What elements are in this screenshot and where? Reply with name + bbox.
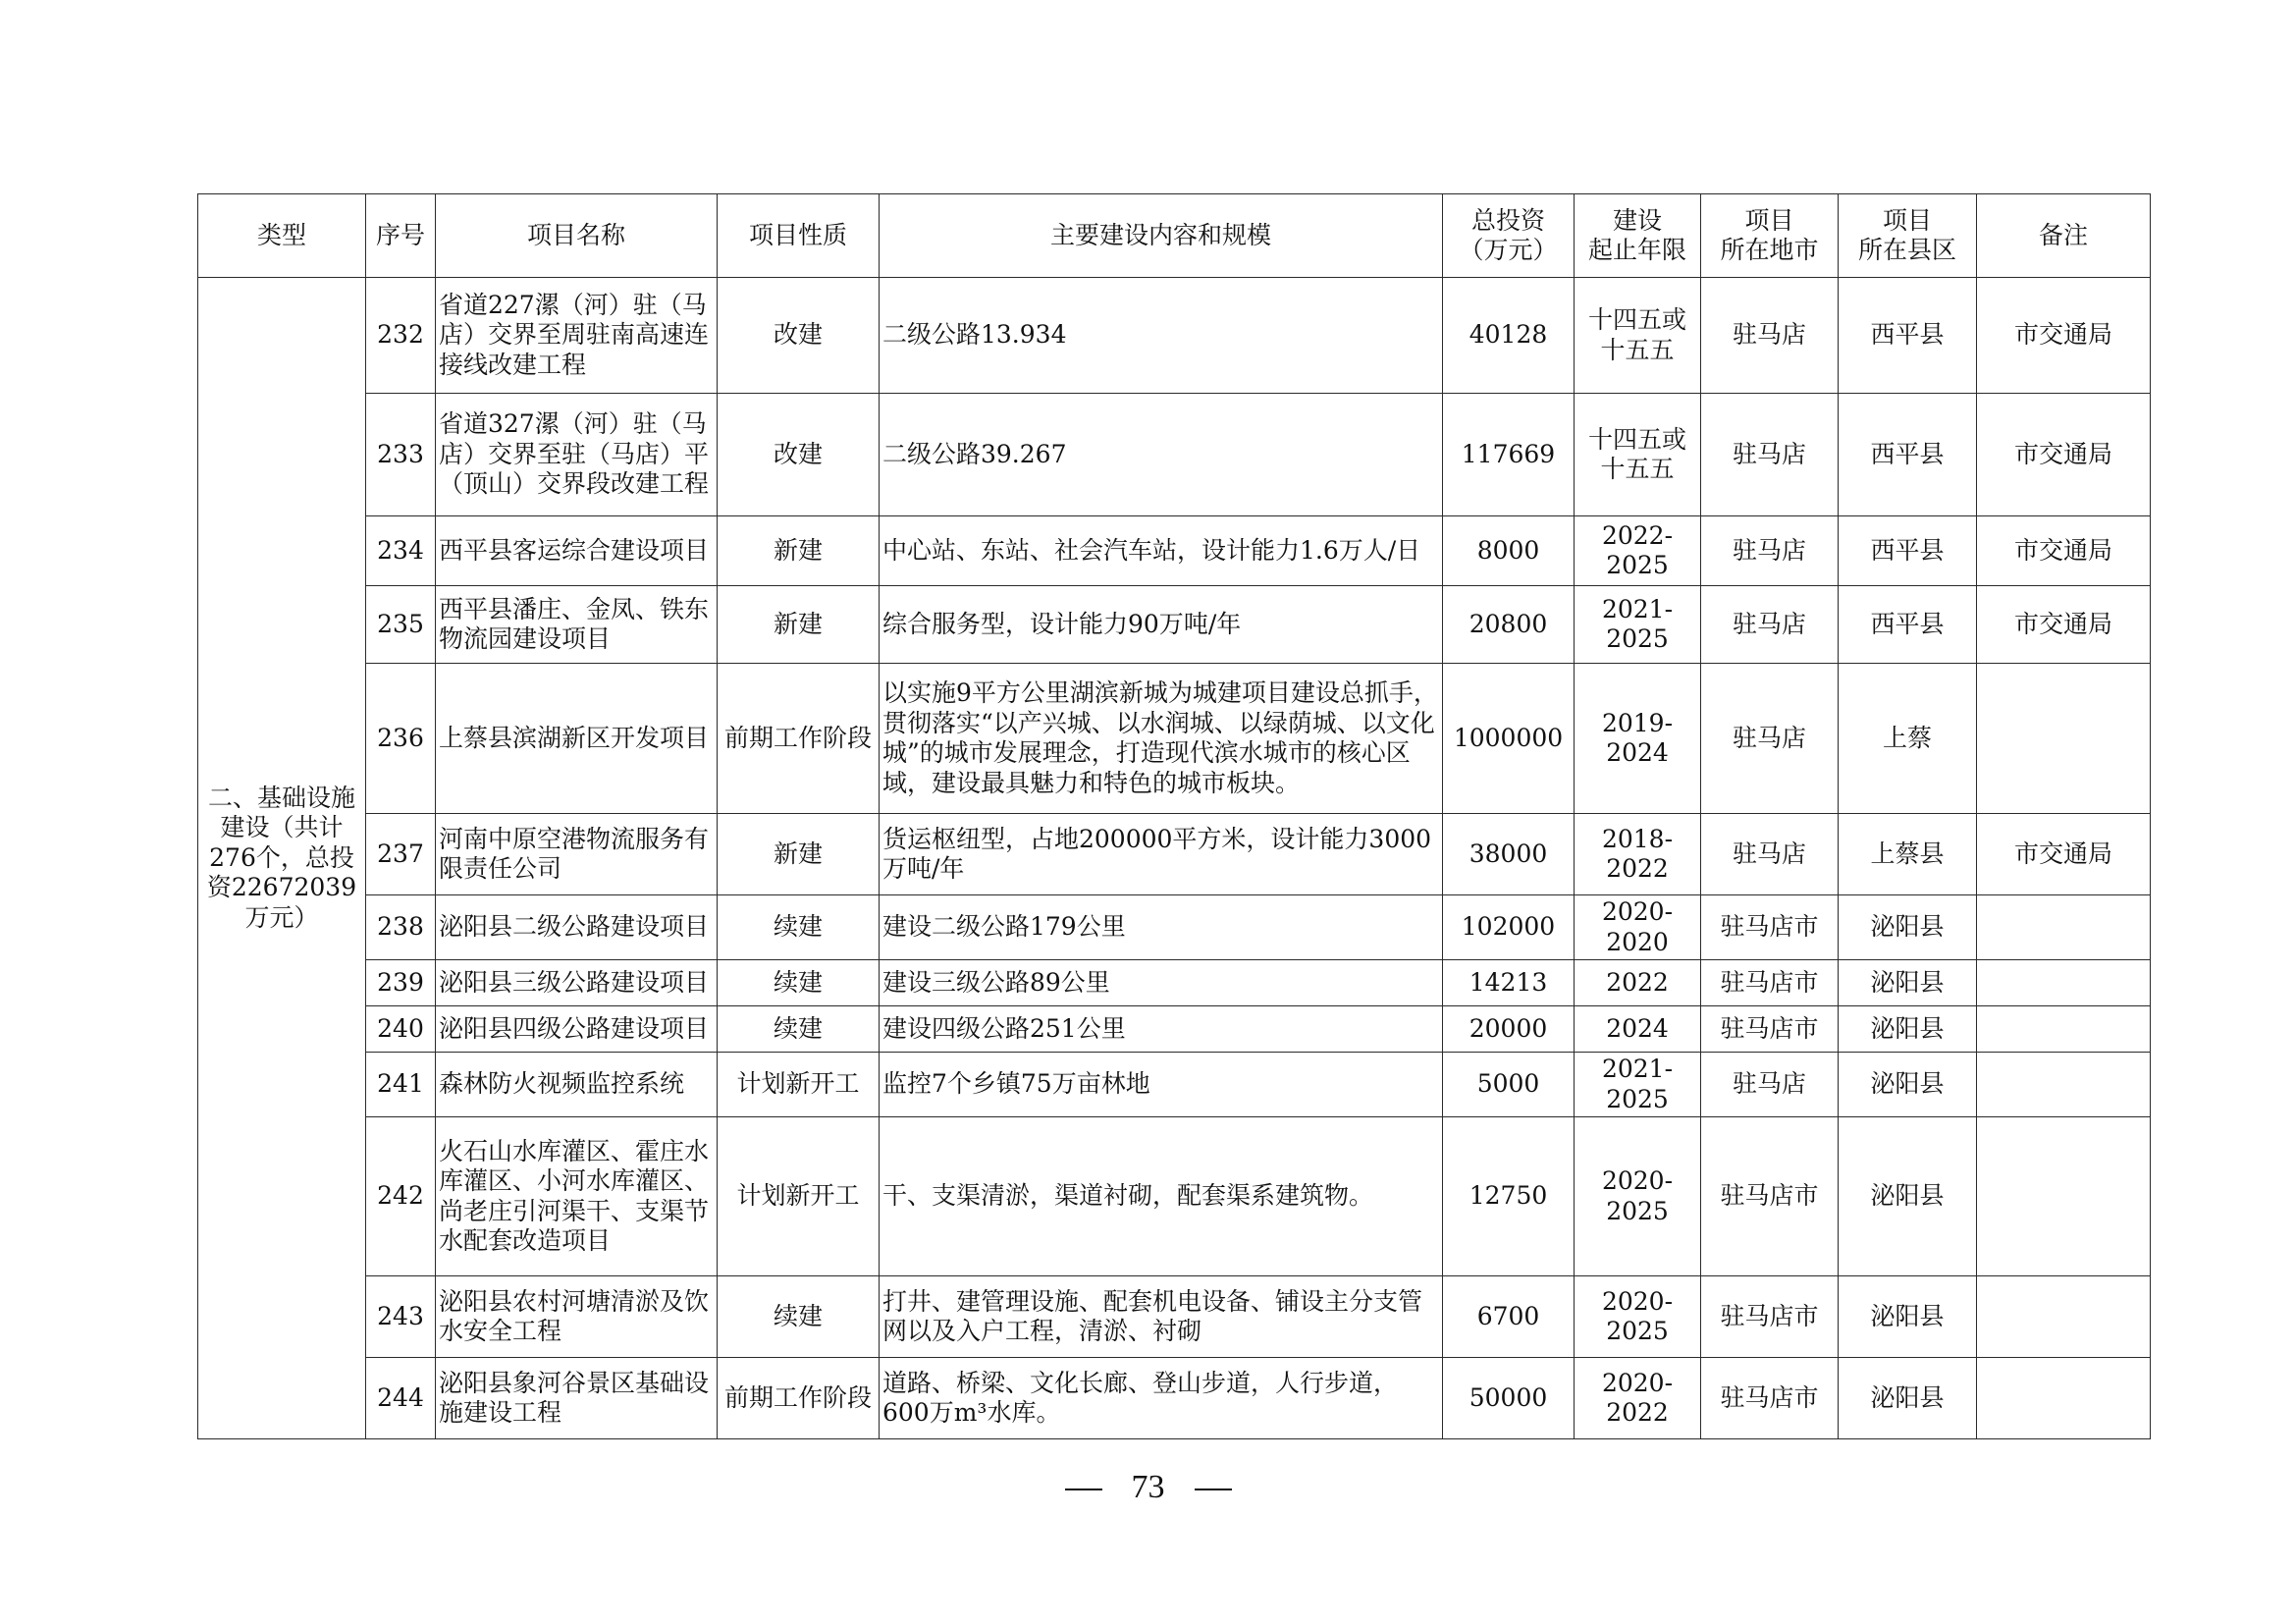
table-row	[198, 586, 2151, 664]
cell-note	[1977, 1053, 2151, 1117]
cell-name: 泌阳县三级公路建设项目	[436, 960, 718, 1006]
cell-county: 上蔡县	[1839, 814, 1977, 895]
cell-note	[1977, 895, 2151, 960]
cell-city: 驻马店市	[1701, 895, 1839, 960]
table-row	[198, 278, 2151, 394]
cell-no: 237	[366, 814, 436, 895]
cell-note	[1977, 1117, 2151, 1276]
cell-nature: 计划新开工	[718, 1117, 880, 1276]
cell-period: 2024	[1575, 1006, 1701, 1053]
cell-county: 泌阳县	[1839, 1117, 1977, 1276]
cell-name: 省道227漯（河）驻（马店）交界至周驻南高速连接线改建工程	[436, 278, 718, 394]
cell-note: 市交通局	[1977, 278, 2151, 394]
table-row	[198, 1053, 2151, 1117]
cell-no: 233	[366, 394, 436, 516]
cell-nature: 新建	[718, 586, 880, 664]
cell-county: 泌阳县	[1839, 960, 1977, 1006]
cell-invest: 12750	[1443, 1117, 1575, 1276]
cell-content: 二级公路39.267	[880, 394, 1443, 516]
cell-name: 省道327漯（河）驻（马店）交界至驻（马店）平（顶山）交界段改建工程	[436, 394, 718, 516]
cell-no: 232	[366, 278, 436, 394]
cell-nature: 新建	[718, 516, 880, 586]
cell-county: 泌阳县	[1839, 1276, 1977, 1358]
cell-city: 驻马店市	[1701, 1006, 1839, 1053]
cell-city: 驻马店	[1701, 1053, 1839, 1117]
project-table	[197, 193, 2151, 1439]
cell-name: 森林防火视频监控系统	[436, 1053, 718, 1117]
table-row	[198, 895, 2151, 960]
cell-period: 2022-2025	[1575, 516, 1701, 586]
cell-county: 泌阳县	[1839, 1053, 1977, 1117]
cell-nature: 续建	[718, 1006, 880, 1053]
cell-invest: 20800	[1443, 586, 1575, 664]
cell-period: 2021-2025	[1575, 586, 1701, 664]
cell-invest: 14213	[1443, 960, 1575, 1006]
cell-city: 驻马店	[1701, 814, 1839, 895]
header-county: 项目 所在县区	[1839, 194, 1977, 278]
cell-no: 244	[366, 1358, 436, 1439]
cell-name: 泌阳县四级公路建设项目	[436, 1006, 718, 1053]
cell-county: 西平县	[1839, 394, 1977, 516]
cell-nature: 续建	[718, 960, 880, 1006]
cell-city: 驻马店市	[1701, 1117, 1839, 1276]
cell-nature: 改建	[718, 278, 880, 394]
cell-nature: 续建	[718, 895, 880, 960]
cell-note	[1977, 960, 2151, 1006]
table-row	[198, 960, 2151, 1006]
cell-content: 综合服务型，设计能力90万吨/年	[880, 586, 1443, 664]
cell-content: 监控7个乡镇75万亩林地	[880, 1053, 1443, 1117]
cell-note: 市交通局	[1977, 586, 2151, 664]
cell-period: 2021-2025	[1575, 1053, 1701, 1117]
cell-period: 2018-2022	[1575, 814, 1701, 895]
cell-no: 234	[366, 516, 436, 586]
cell-name: 上蔡县滨湖新区开发项目	[436, 664, 718, 814]
header-city: 项目 所在地市	[1701, 194, 1839, 278]
cell-nature: 计划新开工	[718, 1053, 880, 1117]
cell-note: 市交通局	[1977, 814, 2151, 895]
cell-county: 泌阳县	[1839, 1006, 1977, 1053]
cell-name: 西平县客运综合建设项目	[436, 516, 718, 586]
table-row	[198, 1006, 2151, 1053]
cell-no: 238	[366, 895, 436, 960]
cell-invest: 5000	[1443, 1053, 1575, 1117]
cell-name: 西平县潘庄、金凤、铁东物流园建设项目	[436, 586, 718, 664]
cell-city: 驻马店市	[1701, 960, 1839, 1006]
cell-no: 240	[366, 1006, 436, 1053]
cell-nature: 新建	[718, 814, 880, 895]
cell-invest: 117669	[1443, 394, 1575, 516]
header-period: 建设 起止年限	[1575, 194, 1701, 278]
cell-note	[1977, 664, 2151, 814]
cell-period: 2019-2024	[1575, 664, 1701, 814]
dash-left	[1065, 1489, 1102, 1490]
cell-note	[1977, 1358, 2151, 1439]
cell-note: 市交通局	[1977, 394, 2151, 516]
cell-period: 2020-2025	[1575, 1276, 1701, 1358]
cell-county: 西平县	[1839, 586, 1977, 664]
cell-period: 十四五或十五五	[1575, 278, 1701, 394]
cell-content: 二级公路13.934	[880, 278, 1443, 394]
cell-invest: 40128	[1443, 278, 1575, 394]
header-content: 主要建设内容和规模	[880, 194, 1443, 278]
cell-period: 2020-2025	[1575, 1117, 1701, 1276]
header-nature: 项目性质	[718, 194, 880, 278]
cell-content: 建设二级公路179公里	[880, 895, 1443, 960]
cell-no: 235	[366, 586, 436, 664]
cell-county: 西平县	[1839, 278, 1977, 394]
category-cell: 二、基础设施建设（共计276个，总投资22672039万元）	[198, 278, 366, 1439]
cell-no: 239	[366, 960, 436, 1006]
cell-note	[1977, 1006, 2151, 1053]
table-header-row	[198, 194, 2151, 278]
cell-invest: 1000000	[1443, 664, 1575, 814]
cell-city: 驻马店市	[1701, 1358, 1839, 1439]
cell-content: 干、支渠清淤，渠道衬砌，配套渠系建筑物。	[880, 1117, 1443, 1276]
cell-name: 泌阳县象河谷景区基础设施建设工程	[436, 1358, 718, 1439]
cell-city: 驻马店	[1701, 278, 1839, 394]
dash-right	[1195, 1489, 1232, 1490]
cell-content: 道路、桥梁、文化长廊、登山步道，人行步道，600万m³水库。	[880, 1358, 1443, 1439]
cell-name: 火石山水库灌区、霍庄水库灌区、小河水库灌区、尚老庄引河渠干、支渠节水配套改造项目	[436, 1117, 718, 1276]
cell-name: 泌阳县农村河塘清淤及饮水安全工程	[436, 1276, 718, 1358]
cell-city: 驻马店市	[1701, 1276, 1839, 1358]
cell-city: 驻马店	[1701, 664, 1839, 814]
cell-county: 泌阳县	[1839, 895, 1977, 960]
cell-county: 西平县	[1839, 516, 1977, 586]
cell-period: 2022	[1575, 960, 1701, 1006]
table-row	[198, 1358, 2151, 1439]
cell-nature: 前期工作阶段	[718, 664, 880, 814]
header-no: 序号	[366, 194, 436, 278]
table-row	[198, 664, 2151, 814]
cell-county: 上蔡	[1839, 664, 1977, 814]
cell-period: 2020-2020	[1575, 895, 1701, 960]
cell-name: 泌阳县二级公路建设项目	[436, 895, 718, 960]
cell-content: 货运枢纽型，占地200000平方米，设计能力3000万吨/年	[880, 814, 1443, 895]
cell-invest: 102000	[1443, 895, 1575, 960]
table-row	[198, 1117, 2151, 1276]
table-row	[198, 516, 2151, 586]
cell-no: 241	[366, 1053, 436, 1117]
cell-period: 2020-2022	[1575, 1358, 1701, 1439]
cell-note	[1977, 1276, 2151, 1358]
cell-name: 河南中原空港物流服务有限责任公司	[436, 814, 718, 895]
cell-content: 打井、建管理设施、配套机电设备、铺设主分支管网以及入户工程，清淤、衬砌	[880, 1276, 1443, 1358]
table-row	[198, 1276, 2151, 1358]
header-name: 项目名称	[436, 194, 718, 278]
page-number: 73	[0, 1469, 2296, 1506]
cell-invest: 8000	[1443, 516, 1575, 586]
cell-invest: 20000	[1443, 1006, 1575, 1053]
header-investment: 总投资 （万元）	[1443, 194, 1575, 278]
cell-city: 驻马店	[1701, 394, 1839, 516]
cell-invest: 50000	[1443, 1358, 1575, 1439]
cell-content: 建设四级公路251公里	[880, 1006, 1443, 1053]
cell-nature: 续建	[718, 1276, 880, 1358]
cell-invest: 38000	[1443, 814, 1575, 895]
cell-content: 以实施9平方公里湖滨新城为城建项目建设总抓手，贯彻落实“以产兴城、以水润城、以绿荫城、以文化城”的城市发展理念，打造现代滨水城市的核心区域，建设最具魅力和特色的城市板块。	[880, 664, 1443, 814]
cell-no: 243	[366, 1276, 436, 1358]
cell-city: 驻马店	[1701, 516, 1839, 586]
header-note: 备注	[1977, 194, 2151, 278]
cell-nature: 改建	[718, 394, 880, 516]
table-row	[198, 814, 2151, 895]
cell-content: 建设三级公路89公里	[880, 960, 1443, 1006]
cell-period: 十四五或十五五	[1575, 394, 1701, 516]
cell-city: 驻马店	[1701, 586, 1839, 664]
header-type: 类型	[198, 194, 366, 278]
cell-content: 中心站、东站、社会汽车站，设计能力1.6万人/日	[880, 516, 1443, 586]
cell-county: 泌阳县	[1839, 1358, 1977, 1439]
cell-no: 242	[366, 1117, 436, 1276]
cell-note: 市交通局	[1977, 516, 2151, 586]
table-row	[198, 394, 2151, 516]
cell-no: 236	[366, 664, 436, 814]
cell-nature: 前期工作阶段	[718, 1358, 880, 1439]
cell-invest: 6700	[1443, 1276, 1575, 1358]
